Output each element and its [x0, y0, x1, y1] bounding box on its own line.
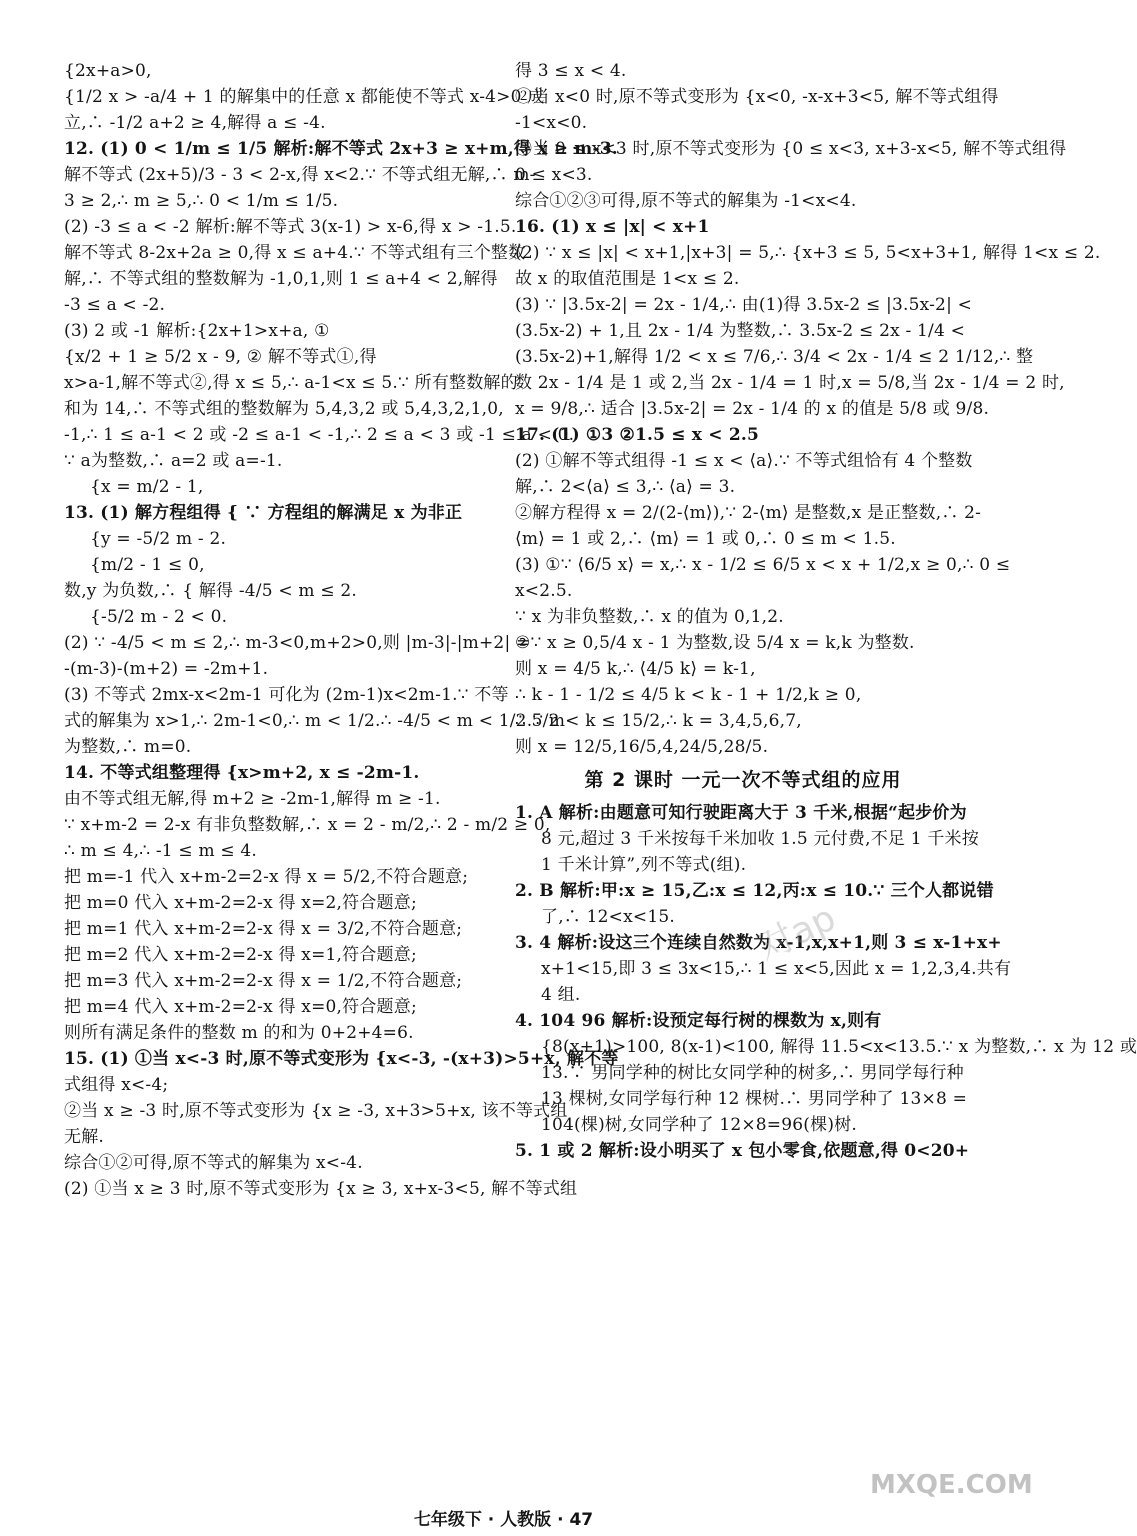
text-line: ∴ m ≤ 4,∴ -1 ≤ m ≤ 4.: [64, 841, 258, 861]
text-line: ⟨m⟩ = 1 或 2,∴ ⟨m⟩ = 1 或 0,∴ 0 ≤ m < 1.5.: [515, 529, 896, 549]
page-footer: 七年级下 · 人教版 · 47: [413, 1510, 594, 1530]
text-line: 则所有满足条件的整数 m 的和为 0+2+4=6.: [64, 1023, 414, 1043]
text-line: 由不等式组无解,得 m+2 ≥ -2m-1,解得 m ≥ -1.: [64, 789, 441, 809]
text-line: 和为 14,∴ 不等式组的整数解为 5,4,3,2 或 5,4,3,2,1,0,: [64, 399, 504, 419]
text-line: 13 棵树,女同学每行种 12 棵树.∴ 男同学种了 13×8 =: [541, 1089, 968, 1109]
text-line: 13.∵ 男同学种的树比女同学种的树多,∴ 男同学每行种: [541, 1063, 964, 1083]
text-line: 把 m=3 代入 x+m-2=2-x 得 x = 1/2,不符合题意;: [64, 971, 463, 991]
text-line: 把 m=1 代入 x+m-2=2-x 得 x = 3/2,不符合题意;: [64, 919, 463, 939]
text-line: 1 千米计算”,列不等式(组).: [541, 855, 747, 875]
text-line: x<2.5.: [515, 581, 573, 601]
text-line: (3.5x-2)+1,解得 1/2 < x ≤ 7/6,∴ 3/4 < 2x - 1/4 ≤ 2 1/12,∴ 整: [515, 347, 1034, 367]
text-line: ∴ 5/2 < k ≤ 15/2,∴ k = 3,4,5,6,7,: [515, 711, 802, 731]
text-line: 8 元,超过 3 千米按每千米加收 1.5 元付费,不足 1 千米按: [541, 829, 979, 849]
text-line: 则 x = 12/5,16/5,4,24/5,28/5.: [515, 737, 769, 757]
text-line: (2) ∵ x ≤ |x| < x+1,|x+3| = 5,∴ {x+3 ≤ 5, 5<x+3+1, 解得 1<x ≤ 2.: [515, 243, 1101, 263]
question-15: 15. (1) ①当 x<-3 时,原不等式变形为 {x<-3, -(x+3)>5+x, 解不等: [64, 1049, 619, 1069]
text-line: {8(x+1)>100, 8(x-1)<100, 解得 11.5<x<13.5.∵ x 为整数,∴ x 为 12 或: [541, 1037, 1137, 1057]
text-line: {x = m/2 - 1,: [90, 477, 204, 497]
right-column: [515, 58, 1137, 1498]
text-line: 综合①②可得,原不等式的解集为 x<-4.: [64, 1153, 363, 1173]
text-line: ②解方程得 x = 2/(2-⟨m⟩),∵ 2-⟨m⟩ 是整数,x 是正整数,∴ 2-: [515, 503, 982, 523]
text-line: 数 2x - 1/4 是 1 或 2,当 2x - 1/4 = 1 时,x = 5/8,当 2x - 1/4 = 2 时,: [515, 373, 1065, 393]
text-line: {2x+a>0,: [64, 61, 152, 81]
text-line: ∵ x+m-2 = 2-x 有非负整数解,∴ x = 2 - m/2,∴ 2 - m/2 ≥ 0,: [64, 815, 551, 835]
text-line: 式的解集为 x>1,∴ 2m-1<0,∴ m < 1/2.∴ -4/5 < m < 1/2.∵ m: [64, 711, 566, 731]
question-5: 5. 1 或 2 解析:设小明买了 x 包小零食,依题意,得 0<20+: [515, 1141, 970, 1161]
text-line: ②当 x<0 时,原不等式变形为 {x<0, -x-x+3<5, 解不等式组得: [515, 87, 999, 107]
text-line: (2) ①解不等式组得 -1 ≤ x < ⟨a⟩.∵ 不等式组恰有 4 个整数: [515, 451, 973, 471]
text-line: 把 m=0 代入 x+m-2=2-x 得 x=2,符合题意;: [64, 893, 417, 913]
text-line: x+1<15,即 3 ≤ 3x<15,∴ 1 ≤ x<5,因此 x = 1,2,3,4.共有: [541, 959, 1012, 979]
question-14: 14. 不等式组整理得 {x>m+2, x ≤ -2m-1.: [64, 763, 420, 783]
text-line: (2) ①当 x ≥ 3 时,原不等式变形为 {x ≥ 3, x+x-3<5, 解不等式组: [64, 1179, 578, 1199]
text-line: ②当 x ≥ -3 时,原不等式变形为 {x ≥ -3, x+3>5+x, 该不等式组: [64, 1101, 568, 1121]
text-line: ③当 0 ≤ x<3 时,原不等式变形为 {0 ≤ x<3, x+3-x<5, 解不等式组得: [515, 139, 1067, 159]
text-line: 式组得 x<-4;: [64, 1075, 169, 1095]
text-line: (2) -3 ≤ a < -2 解析:解不等式 3(x-1) > x-6,得 x > -1.5.: [64, 217, 517, 237]
text-line: 为整数,∴ m=0.: [64, 737, 192, 757]
text-line: 3 ≥ 2,∴ m ≥ 5,∴ 0 < 1/m ≤ 1/5.: [64, 191, 339, 211]
text-line: ∵ a为整数,∴ a=2 或 a=-1.: [64, 451, 283, 471]
text-line: 把 m=2 代入 x+m-2=2-x 得 x=1,符合题意;: [64, 945, 417, 965]
text-line: 把 m=-1 代入 x+m-2=2-x 得 x = 5/2,不符合题意;: [64, 867, 469, 887]
question-3: 3. 4 解析:设这三个连续自然数为 x-1,x,x+1,则 3 ≤ x-1+x+: [515, 933, 1002, 953]
text-line: -(m-3)-(m+2) = -2m+1.: [64, 659, 269, 679]
text-line: 解不等式 8-2x+2a ≥ 0,得 x ≤ a+4.∵ 不等式组有三个整数: [64, 243, 526, 263]
question-16: 16. (1) x ≤ |x| < x+1: [515, 217, 710, 237]
section-title: 第 2 课时 一元一次不等式组的应用: [584, 769, 902, 791]
site-logo: MXQE.COM: [870, 1470, 1033, 1500]
question-2: 2. B 解析:甲:x ≥ 15,乙:x ≤ 12,丙:x ≤ 10.∵ 三个人都说错: [515, 881, 994, 901]
text-line: (3) ①∵ ⟨6/5 x⟩ = x,∴ x - 1/2 ≤ 6/5 x < x + 1/2,x ≥ 0,∴ 0 ≤: [515, 555, 1011, 575]
text-line: -1,∴ 1 ≤ a-1 < 2 或 -2 ≤ a-1 < -1,∴ 2 ≤ a < 3 或 -1 ≤ a < 0.: [64, 425, 575, 445]
text-line: (3) 2 或 -1 解析:{2x+1>x+a, ①: [64, 321, 330, 341]
text-line: {x/2 + 1 ≥ 5/2 x - 9, ② 解不等式①,得: [64, 347, 377, 367]
text-line: (3) ∵ |3.5x-2| = 2x - 1/4,∴ 由(1)得 3.5x-2 ≤ |3.5x-2| <: [515, 295, 973, 315]
text-line: 104(棵)树,女同学种了 12×8=96(棵)树.: [541, 1115, 857, 1135]
text-line: 解,∴ 2<⟨a⟩ ≤ 3,∴ ⟨a⟩ = 3.: [515, 477, 736, 497]
text-line: 解,∴ 不等式组的整数解为 -1,0,1,则 1 ≤ a+4 < 2,解得: [64, 269, 498, 289]
text-line: ∴ k - 1 - 1/2 ≤ 4/5 k < k - 1 + 1/2,k ≥ 0,: [515, 685, 862, 705]
text-line: 0 ≤ x<3.: [515, 165, 593, 185]
watermark-text: 对ap: [751, 897, 843, 969]
text-line: {1/2 x > -a/4 + 1 的解集中的任意 x 都能使不等式 x-4>0 成: [64, 87, 545, 107]
text-line: {y = -5/2 m - 2.: [90, 529, 227, 549]
text-line: 则 x = 4/5 k,∴ ⟨4/5 k⟩ = k-1,: [515, 659, 756, 679]
text-line: {m/2 - 1 ≤ 0,: [90, 555, 205, 575]
text-line: 得 3 ≤ x < 4.: [515, 61, 627, 81]
text-line: 数,y 为负数,∴ { 解得 -4/5 < m ≤ 2.: [64, 581, 357, 601]
text-line: 立,∴ -1/2 a+2 ≥ 4,解得 a ≤ -4.: [64, 113, 326, 133]
text-line: (2) ∵ -4/5 < m ≤ 2,∴ m-3<0,m+2>0,则 |m-3|-|m+2| =: [64, 633, 531, 653]
question-1: 1. A 解析:由题意可知行驶距离大于 3 千米,根据“起步价为: [515, 803, 967, 823]
text-line: 把 m=4 代入 x+m-2=2-x 得 x=0,符合题意;: [64, 997, 417, 1017]
text-line: 解不等式 (2x+5)/3 - 3 < 2-x,得 x<2.∵ 不等式组无解,∴ m-: [64, 165, 536, 185]
question-12: 12. (1) 0 < 1/m ≤ 1/5 解析:解不等式 2x+3 ≥ x+m,得 x ≥ m-3.: [64, 139, 618, 159]
text-line: -1<x<0.: [515, 113, 588, 133]
text-line: 综合①②③可得,原不等式的解集为 -1<x<4.: [515, 191, 857, 211]
question-17: 17. (1) ①3 ②1.5 ≤ x < 2.5: [515, 425, 760, 445]
text-line: x = 9/8,∴ 适合 |3.5x-2| = 2x - 1/4 的 x 的值是 5/8 或 9/8.: [515, 399, 990, 419]
question-13: 13. (1) 解方程组得 { ∵ 方程组的解满足 x 为非正: [64, 503, 463, 523]
text-line: ②∵ x ≥ 0,5/4 x - 1 为整数,设 5/4 x = k,k 为整数.: [515, 633, 915, 653]
text-line: 了,∴ 12<x<15.: [541, 907, 675, 927]
text-line: -3 ≤ a < -2.: [64, 295, 166, 315]
question-4: 4. 104 96 解析:设预定每行树的棵数为 x,则有: [515, 1011, 882, 1031]
text-line: {-5/2 m - 2 < 0.: [90, 607, 228, 627]
text-line: ∵ x 为非负整数,∴ x 的值为 0,1,2.: [515, 607, 784, 627]
text-line: 无解.: [64, 1127, 105, 1147]
text-line: (3) 不等式 2mx-x<2m-1 可化为 (2m-1)x<2m-1.∵ 不等: [64, 685, 509, 705]
text-line: 4 组.: [541, 985, 581, 1005]
text-line: (3.5x-2) + 1,且 2x - 1/4 为整数,∴ 3.5x-2 ≤ 2x - 1/4 <: [515, 321, 966, 341]
text-line: x>a-1,解不等式②,得 x ≤ 5,∴ a-1<x ≤ 5.∵ 所有整数解的: [64, 373, 518, 393]
text-line: 故 x 的取值范围是 1<x ≤ 2.: [515, 269, 740, 289]
